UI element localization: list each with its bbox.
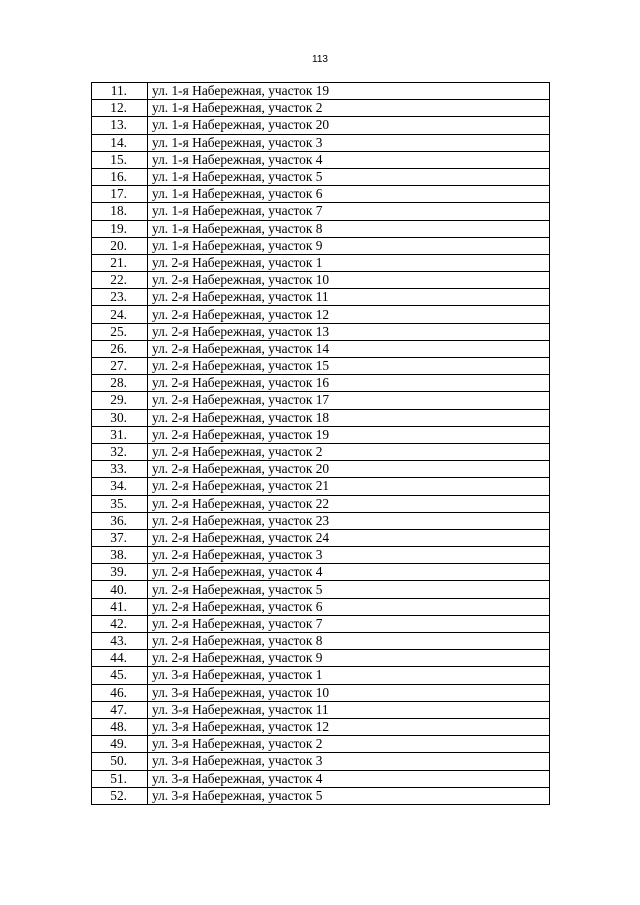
- address-cell: ул. 3-я Набережная, участок 2: [148, 736, 550, 753]
- table-row: [92, 718, 550, 735]
- address-cell: ул. 2-я Набережная, участок 24: [148, 529, 550, 546]
- address-cell: ул. 3-я Набережная, участок 3: [148, 753, 550, 770]
- row-number-cell: 12.: [92, 100, 148, 117]
- address-cell: ул. 2-я Набережная, участок 13: [148, 323, 550, 340]
- row-number-cell: 32.: [92, 443, 148, 460]
- table-row: [92, 787, 550, 804]
- address-cell: ул. 3-я Набережная, участок 12: [148, 718, 550, 735]
- address-cell: ул. 2-я Набережная, участок 10: [148, 272, 550, 289]
- table-row: [92, 220, 550, 237]
- row-number-cell: 49.: [92, 736, 148, 753]
- address-cell: ул. 2-я Набережная, участок 15: [148, 358, 550, 375]
- table-row: [92, 409, 550, 426]
- table-row: [92, 770, 550, 787]
- table-row: [92, 375, 550, 392]
- row-number-cell: 28.: [92, 375, 148, 392]
- table-row: [92, 203, 550, 220]
- row-number-cell: 22.: [92, 272, 148, 289]
- address-cell: ул. 2-я Набережная, участок 17: [148, 392, 550, 409]
- address-cell: ул. 2-я Набережная, участок 2: [148, 443, 550, 460]
- row-number-cell: 33.: [92, 461, 148, 478]
- row-number-cell: 21.: [92, 254, 148, 271]
- row-number-cell: 47.: [92, 701, 148, 718]
- row-number-cell: 30.: [92, 409, 148, 426]
- row-number-cell: 19.: [92, 220, 148, 237]
- table-row: [92, 134, 550, 151]
- row-number-cell: 16.: [92, 168, 148, 185]
- table-row: [92, 529, 550, 546]
- address-cell: ул. 1-я Набережная, участок 2: [148, 100, 550, 117]
- address-cell: ул. 1-я Набережная, участок 5: [148, 168, 550, 185]
- table-row: [92, 667, 550, 684]
- address-cell: ул. 2-я Набережная, участок 5: [148, 581, 550, 598]
- address-cell: ул. 3-я Набережная, участок 1: [148, 667, 550, 684]
- address-table: [91, 82, 550, 805]
- table-row: [92, 478, 550, 495]
- row-number-cell: 29.: [92, 392, 148, 409]
- table-row: [92, 650, 550, 667]
- row-number-cell: 51.: [92, 770, 148, 787]
- address-table-body: [92, 83, 550, 805]
- address-cell: ул. 1-я Набережная, участок 20: [148, 117, 550, 134]
- table-row: [92, 443, 550, 460]
- table-row: [92, 358, 550, 375]
- row-number-cell: 50.: [92, 753, 148, 770]
- row-number-cell: 44.: [92, 650, 148, 667]
- address-cell: ул. 1-я Набережная, участок 4: [148, 151, 550, 168]
- address-cell: ул. 3-я Набережная, участок 4: [148, 770, 550, 787]
- row-number-cell: 26.: [92, 340, 148, 357]
- table-row: [92, 598, 550, 615]
- table-row: [92, 633, 550, 650]
- address-cell: ул. 2-я Набережная, участок 3: [148, 547, 550, 564]
- row-number-cell: 24.: [92, 306, 148, 323]
- row-number-cell: 38.: [92, 547, 148, 564]
- table-row: [92, 392, 550, 409]
- table-row: [92, 495, 550, 512]
- row-number-cell: 36.: [92, 512, 148, 529]
- address-cell: ул. 1-я Набережная, участок 8: [148, 220, 550, 237]
- row-number-cell: 35.: [92, 495, 148, 512]
- address-cell: ул. 2-я Набережная, участок 11: [148, 289, 550, 306]
- table-row: [92, 323, 550, 340]
- row-number-cell: 17.: [92, 186, 148, 203]
- page-number: 113: [312, 54, 328, 65]
- address-cell: ул. 2-я Набережная, участок 12: [148, 306, 550, 323]
- table-row: [92, 753, 550, 770]
- table-row: [92, 340, 550, 357]
- address-cell: ул. 3-я Набережная, участок 10: [148, 684, 550, 701]
- address-cell: ул. 2-я Набережная, участок 18: [148, 409, 550, 426]
- address-cell: ул. 2-я Набережная, участок 22: [148, 495, 550, 512]
- row-number-cell: 45.: [92, 667, 148, 684]
- table-row: [92, 736, 550, 753]
- address-cell: ул. 1-я Набережная, участок 7: [148, 203, 550, 220]
- address-cell: ул. 1-я Набережная, участок 19: [148, 83, 550, 100]
- address-cell: ул. 3-я Набережная, участок 5: [148, 787, 550, 804]
- address-cell: ул. 1-я Набережная, участок 3: [148, 134, 550, 151]
- address-cell: ул. 2-я Набережная, участок 23: [148, 512, 550, 529]
- row-number-cell: 39.: [92, 564, 148, 581]
- table-row: [92, 117, 550, 134]
- row-number-cell: 43.: [92, 633, 148, 650]
- table-row: [92, 306, 550, 323]
- address-cell: ул. 2-я Набережная, участок 19: [148, 426, 550, 443]
- row-number-cell: 48.: [92, 718, 148, 735]
- table-row: [92, 100, 550, 117]
- table-row: [92, 237, 550, 254]
- row-number-cell: 25.: [92, 323, 148, 340]
- address-cell: ул. 2-я Набережная, участок 20: [148, 461, 550, 478]
- row-number-cell: 40.: [92, 581, 148, 598]
- table-row: [92, 564, 550, 581]
- row-number-cell: 37.: [92, 529, 148, 546]
- table-row: [92, 168, 550, 185]
- address-cell: ул. 2-я Набережная, участок 6: [148, 598, 550, 615]
- table-row: [92, 254, 550, 271]
- table-row: [92, 186, 550, 203]
- table-row: [92, 426, 550, 443]
- table-row: [92, 461, 550, 478]
- row-number-cell: 52.: [92, 787, 148, 804]
- table-row: [92, 289, 550, 306]
- address-cell: ул. 2-я Набережная, участок 7: [148, 615, 550, 632]
- table-row: [92, 684, 550, 701]
- address-cell: ул. 2-я Набережная, участок 1: [148, 254, 550, 271]
- table-row: [92, 272, 550, 289]
- address-cell: ул. 2-я Набережная, участок 8: [148, 633, 550, 650]
- row-number-cell: 14.: [92, 134, 148, 151]
- address-cell: ул. 2-я Набережная, участок 21: [148, 478, 550, 495]
- row-number-cell: 46.: [92, 684, 148, 701]
- address-cell: ул. 2-я Набережная, участок 16: [148, 375, 550, 392]
- row-number-cell: 13.: [92, 117, 148, 134]
- table-row: [92, 581, 550, 598]
- row-number-cell: 31.: [92, 426, 148, 443]
- table-row: [92, 151, 550, 168]
- address-cell: ул. 2-я Набережная, участок 4: [148, 564, 550, 581]
- row-number-cell: 20.: [92, 237, 148, 254]
- table-row: [92, 83, 550, 100]
- row-number-cell: 15.: [92, 151, 148, 168]
- address-cell: ул. 1-я Набережная, участок 9: [148, 237, 550, 254]
- table-row: [92, 547, 550, 564]
- address-cell: ул. 3-я Набережная, участок 11: [148, 701, 550, 718]
- row-number-cell: 41.: [92, 598, 148, 615]
- table-row: [92, 615, 550, 632]
- row-number-cell: 42.: [92, 615, 148, 632]
- table-row: [92, 701, 550, 718]
- address-cell: ул. 2-я Набережная, участок 9: [148, 650, 550, 667]
- address-cell: ул. 1-я Набережная, участок 6: [148, 186, 550, 203]
- row-number-cell: 34.: [92, 478, 148, 495]
- row-number-cell: 23.: [92, 289, 148, 306]
- row-number-cell: 11.: [92, 83, 148, 100]
- table-row: [92, 512, 550, 529]
- address-cell: ул. 2-я Набережная, участок 14: [148, 340, 550, 357]
- row-number-cell: 27.: [92, 358, 148, 375]
- row-number-cell: 18.: [92, 203, 148, 220]
